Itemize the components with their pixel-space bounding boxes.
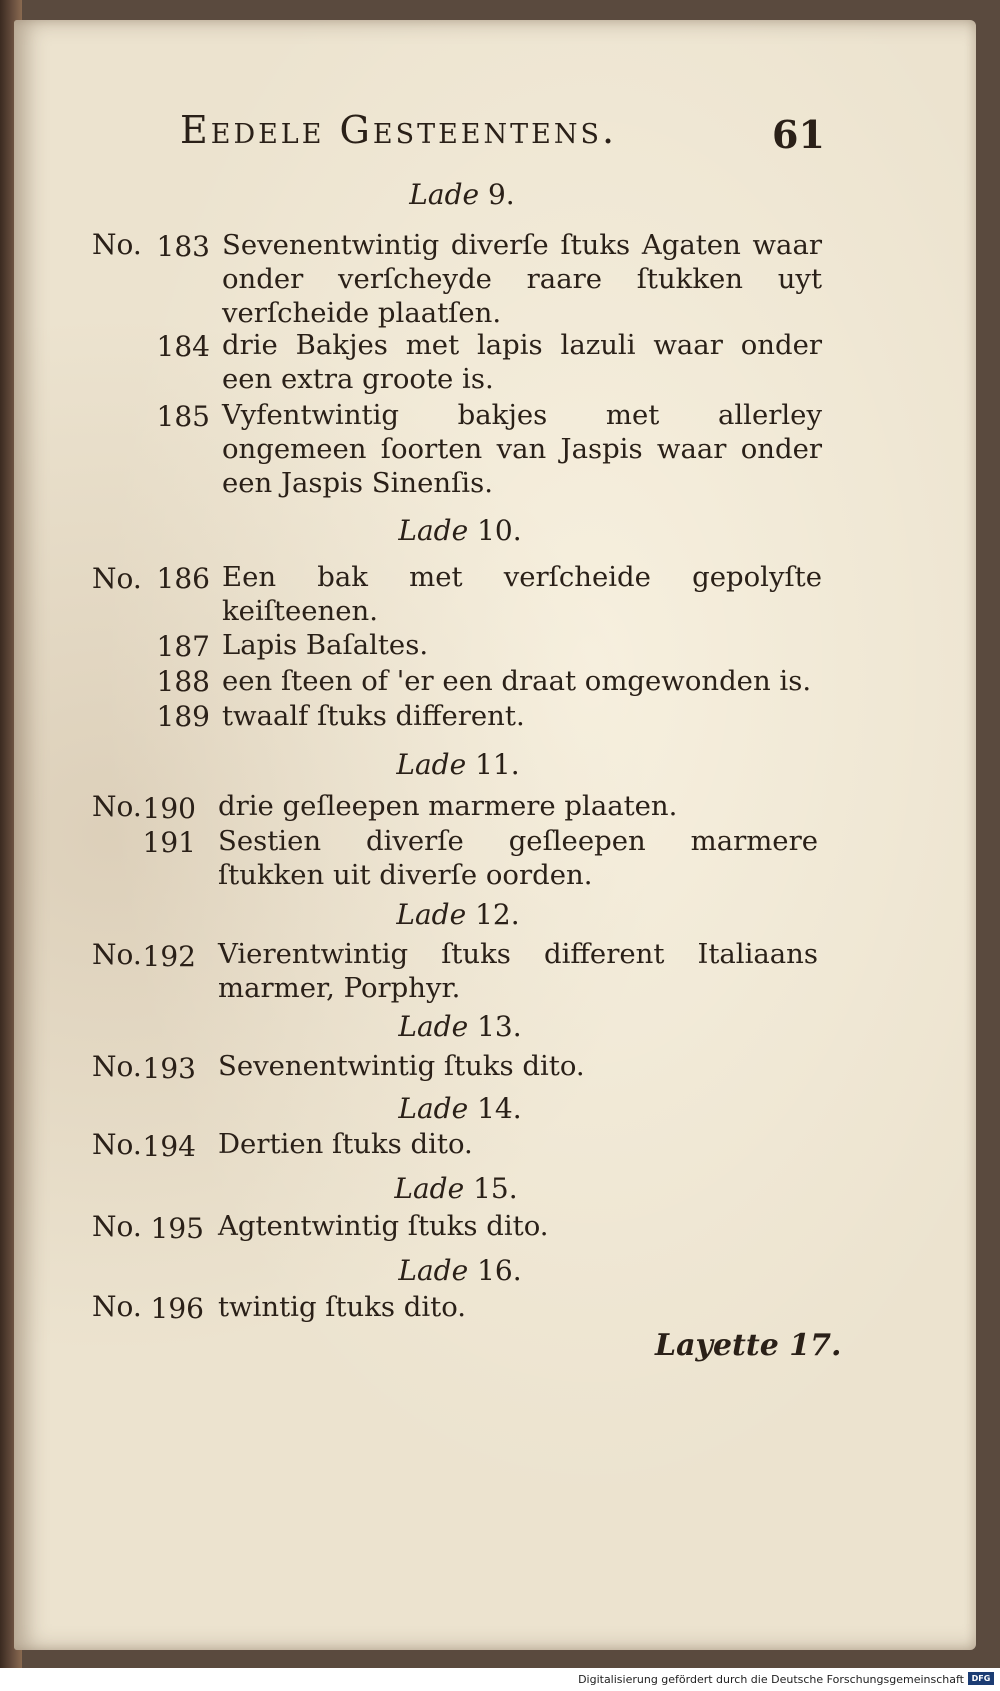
item-number: 188	[156, 665, 210, 698]
item-description: twaalf ſtuks different.	[222, 700, 525, 732]
number-label: No.	[92, 938, 142, 971]
drawer-heading	[0, 748, 958, 781]
drawer-heading	[0, 1092, 960, 1125]
item-description: Vierentwintig ſtuks different Italiaans marmer, Porphyr.	[218, 938, 818, 1004]
drawer-number: 12.	[475, 898, 520, 931]
number-label: No.	[92, 1210, 142, 1243]
drawer-label: Lade	[394, 1172, 465, 1205]
item-number: 189	[156, 700, 210, 733]
item-number: 191	[142, 826, 196, 859]
item-description: Een bak met verſcheide gepolyſte keiſteenen.	[222, 561, 822, 627]
catchword: Layette 17.	[655, 1328, 842, 1363]
item-number: 186	[156, 562, 210, 595]
number-label: No.	[92, 562, 142, 595]
drawer-label: Lade	[396, 748, 467, 781]
drawer-heading	[0, 514, 960, 547]
drawer-label: Lade	[398, 1092, 469, 1125]
item-description: drie Bakjes met lapis lazuli waar onder een extra groote is.	[222, 329, 822, 395]
drawer-number: 10.	[477, 514, 522, 547]
drawer-label: Lade	[398, 514, 469, 547]
item-number: 192	[142, 940, 196, 973]
dfg-logo: DFG	[968, 1672, 994, 1685]
item-number: 184	[156, 330, 210, 363]
drawer-number: 13.	[477, 1010, 522, 1043]
item-number: 193	[142, 1052, 196, 1085]
item-description: Vyfentwintig bakjes met allerley ongemeen ſoorten van Jaspis waar onder een Jaspis Sinenſis.	[222, 399, 822, 499]
drawer-label: Lade	[409, 178, 480, 211]
drawer-number: 14.	[477, 1092, 522, 1125]
drawer-number: 15.	[473, 1172, 518, 1205]
drawer-heading	[0, 1010, 960, 1043]
drawer-label: Lade	[396, 898, 467, 931]
item-description: een ſteen of 'er een draat omgewonden is.	[222, 665, 812, 697]
item-description: Dertien ſtuks dito.	[218, 1128, 473, 1160]
item-description: Sevenentwintig ſtuks dito.	[218, 1050, 585, 1082]
drawer-number: 16.	[477, 1254, 522, 1287]
drawer-heading	[0, 1172, 956, 1205]
funding-credit: Digitalisierung gefördert durch die Deutsche Forschungsgemeinschaft	[578, 1673, 964, 1686]
number-label: No.	[92, 1290, 142, 1323]
item-number: 194	[142, 1130, 196, 1163]
item-description: Lapis Baſaltes.	[222, 629, 429, 661]
item-description: Agtentwintig ſtuks dito.	[218, 1210, 549, 1242]
number-label: No.	[92, 1050, 142, 1083]
item-description: Sevenentwintig diverſe ſtuks Agaten waar onder verſcheyde raare ſtukken uyt verſcheide plaatſen.	[222, 229, 822, 329]
item-number: 190	[142, 792, 196, 825]
item-number: 195	[150, 1212, 204, 1245]
drawer-label: Lade	[398, 1010, 469, 1043]
number-label: No.	[92, 1128, 142, 1161]
drawer-label: Lade	[398, 1254, 469, 1287]
item-description: twintig ſtuks dito.	[218, 1291, 467, 1323]
drawer-number: 9.	[487, 178, 515, 211]
item-number: 183	[156, 230, 210, 263]
drawer-heading	[0, 1254, 960, 1287]
drawer-number: 11.	[475, 748, 520, 781]
item-description: Sestien diverſe geſleepen marmere ſtukken uit diverſe oorden.	[218, 825, 818, 891]
item-description: drie geſleepen marmere plaaten.	[218, 790, 678, 822]
item-number: 187	[156, 630, 210, 663]
item-number: 185	[156, 400, 210, 433]
drawer-heading	[0, 898, 958, 931]
number-label: No.	[92, 228, 142, 261]
item-number: 196	[150, 1292, 204, 1325]
drawer-heading	[0, 178, 962, 211]
number-label: No.	[92, 790, 142, 823]
page-number: 61	[772, 112, 825, 157]
page-header-title: Eedele Gesteentens.	[180, 108, 618, 152]
